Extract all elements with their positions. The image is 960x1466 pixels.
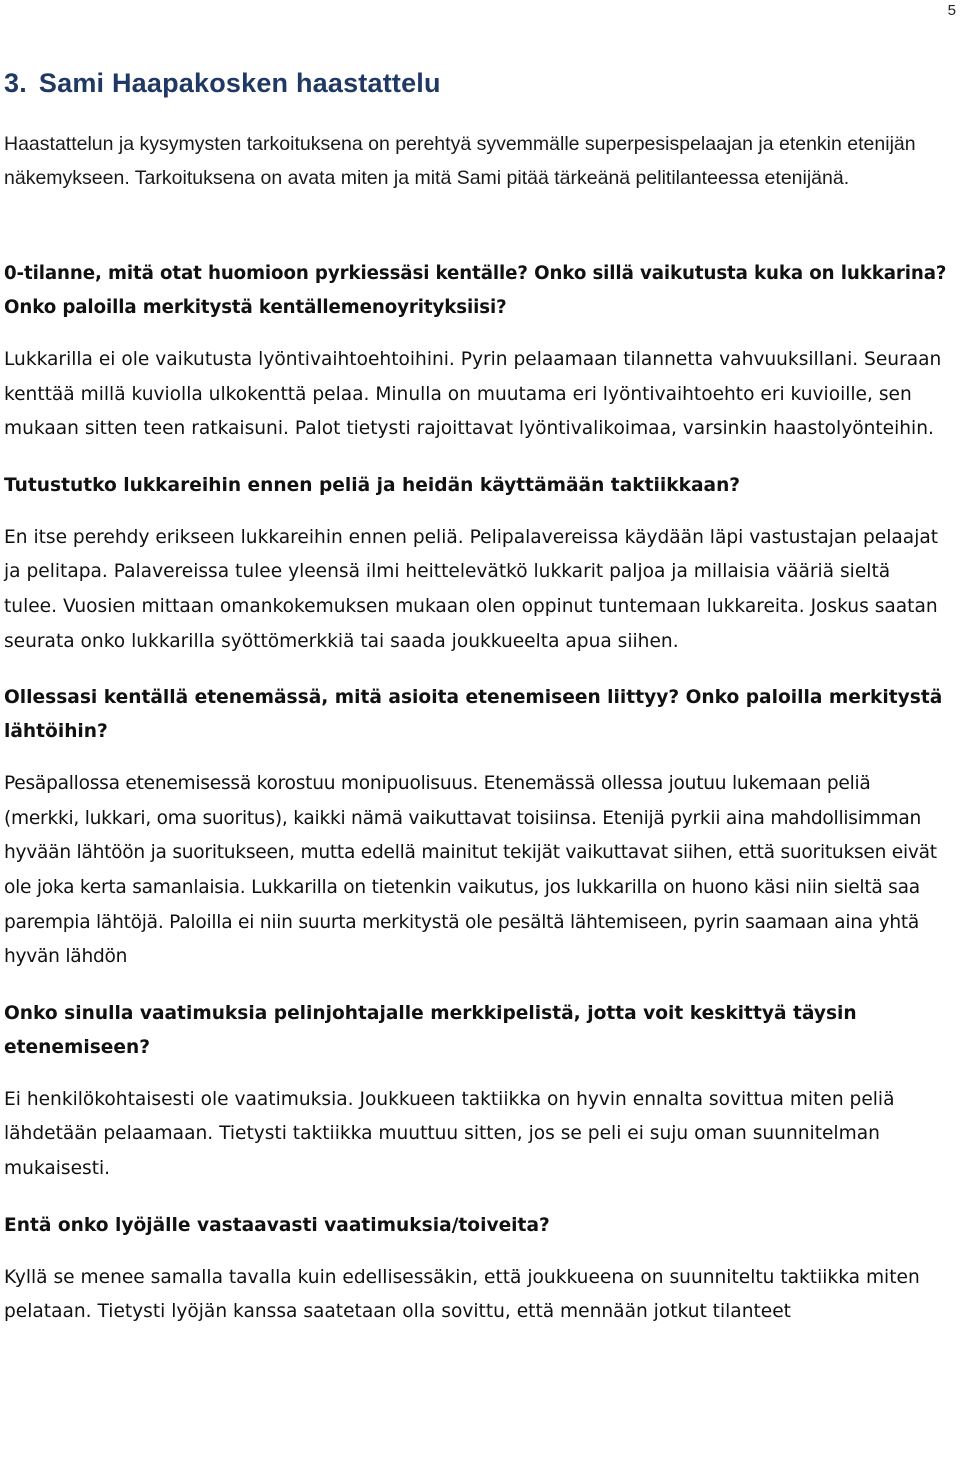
answer-5: Kyllä se menee samalla tavalla kuin edellisessäkin, että joukkueena on suunniteltu taktiikka miten pelataan. Tietysti lyöjän kanssa saatetaan olla sovittu, että mennään jotkut tilanteet	[4, 1266, 920, 1323]
question-3: Ollessasi kentällä etenemässä, mitä asioita etenemiseen liittyy? Onko paloilla merkitystä lähtöihin?	[4, 687, 943, 743]
page-number: 5	[947, 2, 956, 19]
question-5: Entä onko lyöjälle vastaavasti vaatimuksia/toiveita?	[4, 1214, 550, 1236]
answer-4: Ei henkilökohtaisesti ole vaatimuksia. Joukkueen taktiikka on hyvin ennalta sovittua miten peliä lähdetään pelaamaan. Tietysti taktiikka muuttuu sitten, jos se peli ei suju oman suunnitelman mukaisesti.	[4, 1088, 895, 1179]
answer-2: En itse perehdy erikseen lukkareihin ennen peliä. Pelipalavereissa käydään läpi vastustajan pelaajat ja pelitapa. Palavereissa tulee yleensä ilmi heittelevätkö lukkarit paljoa ja millaisia vääriä sieltä tulee. Vuosien mittaan omankokemuksen mukaan olen oppinut tuntemaan lukkareita. Joskus saatan seurata onko lukkarilla syöttömerkkiä tai saada joukkueelta apua siihen.	[4, 526, 939, 652]
section-number: 3.	[4, 68, 27, 98]
question-4: Onko sinulla vaatimuksia pelinjohtajalle merkkipelistä, jotta voit keskittyä täysin etenemiseen?	[4, 1002, 857, 1058]
question-1: 0-tilanne, mitä otat huomioon pyrkiessäsi kentälle? Onko sillä vaikutusta kuka on lukkarina? Onko paloilla merkitystä kentällemenoyrityksiisi?	[4, 263, 947, 318]
answer-3: Pesäpallossa etenemisessä korostuu monipuolisuus. Etenemässä ollessa joutuu lukemaan peliä (merkki, lukkari, oma suoritus), kaikki nämä vaikuttavat toisiinsa. Etenijä pyrkii aina mahdollisimman hyvään lähtöön ja suoritukseen, mutta edellä mainitut tekijät vaikuttavat siihen, että suorituksen eivät ole joka kerta samanlaisia. Lukkarilla on tietenkin vaikutus, jos lukkarilla on huono käsi niin sieltä saa parempia lähtöjä. Paloilla ei niin suurta merkitystä ole pesältä lähtemiseen, pyrin saamaan aina yhtä hyvän lähdön	[4, 773, 937, 968]
answer-1: Lukkarilla ei ole vaikutusta lyöntivaihtoehtoihini. Pyrin pelaamaan tilannetta vahvuuksillani. Seuraan kenttää millä kuviolla ulkokenttä pelaa. Minulla on muutama eri lyöntivaihtoehto eri kuvioille, sen mukaan sitten teen ratkaisuni. Palot tietysti rajoittavat lyöntivalikoimaa, varsinkin haastolyönteihin.	[4, 349, 942, 440]
question-2: Tutustutko lukkareihin ennen peliä ja heidän käyttämään taktiikkaan?	[4, 474, 741, 496]
document-body	[4, 68, 948, 1352]
section-heading	[4, 68, 948, 99]
section-title: Sami Haapakosken haastattelu	[38, 68, 441, 98]
intro-paragraph: Haastattelun ja kysymysten tarkoituksena on perehtyä syvemmälle superpesispelaajan ja etenkin etenijän näkemykseen. Tarkoituksena on avata miten ja mitä Sami pitää tärkeänä pelitilanteessa etenijänä.	[4, 133, 916, 189]
